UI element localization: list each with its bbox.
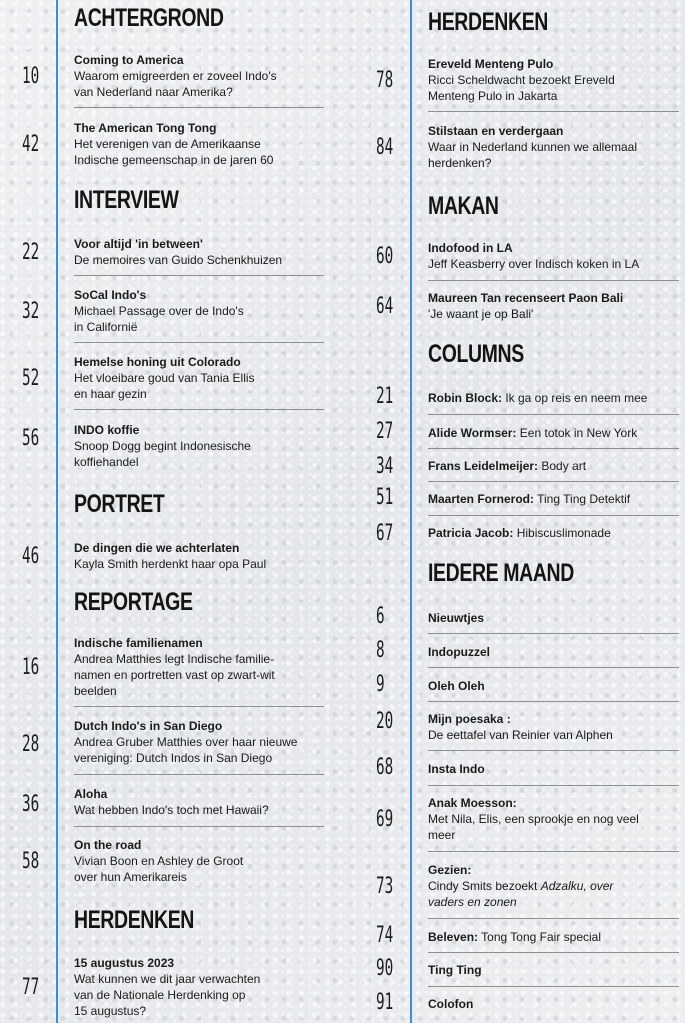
divider bbox=[74, 826, 324, 827]
entry-desc: Het vloeibare goud van Tania Ellis bbox=[74, 371, 255, 385]
heading-portret: PORTRET bbox=[74, 490, 165, 518]
entry-title: On the road bbox=[74, 838, 142, 852]
divider bbox=[74, 774, 324, 775]
entry-desc: De eettafel van Reinier van Alphen bbox=[428, 728, 613, 742]
divider bbox=[74, 107, 324, 108]
column-title: Een totok in New York bbox=[516, 426, 638, 440]
page-number: 42 bbox=[22, 132, 40, 157]
entry-title: Gezien: bbox=[428, 863, 472, 877]
entry-desc: en haar gezin bbox=[74, 387, 147, 401]
page-number: 74 bbox=[376, 923, 394, 948]
divider bbox=[74, 409, 324, 410]
entry-desc: van de Nationale Herdenking op bbox=[74, 988, 246, 1002]
entry-desc: Ricci Scheldwacht bezoekt Ereveld bbox=[428, 73, 615, 87]
entry-desc: van Nederland naar Amerika? bbox=[74, 85, 233, 99]
page-number: 34 bbox=[376, 454, 394, 479]
divider bbox=[74, 275, 324, 276]
heading-iedere-maand: IEDERE MAAND bbox=[428, 559, 574, 587]
heading-herdenken-left: HERDENKEN bbox=[74, 906, 195, 934]
page-number: 28 bbox=[22, 732, 40, 757]
page-number: 67 bbox=[376, 521, 394, 546]
entry-desc: beelden bbox=[74, 684, 117, 698]
entry-desc: Menteng Pulo in Jakarta bbox=[428, 89, 558, 103]
page-number: 27 bbox=[376, 419, 394, 444]
left-column bbox=[0, 0, 340, 1023]
column-author: Beleven: bbox=[428, 930, 479, 944]
page-number: 46 bbox=[22, 544, 40, 569]
page-number: 32 bbox=[22, 299, 40, 324]
divider bbox=[428, 515, 679, 516]
page-number: 90 bbox=[376, 956, 394, 981]
entry-desc: herdenken? bbox=[428, 156, 492, 170]
page-number: 84 bbox=[376, 135, 394, 160]
page-number: 52 bbox=[22, 366, 40, 391]
column-title: Ting Ting Detektif bbox=[534, 492, 631, 506]
entry-desc: Waarom emigreerden er zoveel Indo's bbox=[74, 69, 277, 83]
entry-desc: Andrea Matthies legt Indische familie- bbox=[74, 652, 275, 666]
divider bbox=[428, 111, 679, 112]
entry-desc: Het verenigen van de Amerikaanse bbox=[74, 137, 261, 151]
entry-title: Ting Ting bbox=[428, 963, 482, 977]
page-number: 69 bbox=[376, 807, 394, 832]
divider bbox=[428, 280, 679, 281]
entry-title: De dingen die we achterlaten bbox=[74, 541, 240, 555]
divider bbox=[428, 414, 679, 415]
entry-desc: in Californië bbox=[74, 320, 138, 334]
column-author: Alide Wormser: bbox=[428, 426, 517, 440]
column-author: Patricia Jacob: bbox=[428, 526, 514, 540]
entry-title: Anak Moesson: bbox=[428, 796, 517, 810]
divider bbox=[428, 952, 679, 953]
heading-makan: MAKAN bbox=[428, 192, 499, 220]
right-column bbox=[346, 0, 685, 1023]
page-number: 91 bbox=[376, 990, 394, 1015]
entry-desc: Andrea Gruber Matthies over haar nieuwe bbox=[74, 735, 298, 749]
page-number: 51 bbox=[376, 485, 394, 510]
page-number: 78 bbox=[376, 68, 394, 93]
page-number: 73 bbox=[376, 874, 394, 899]
entry-title: SoCal Indo's bbox=[74, 288, 147, 302]
right-accent-line bbox=[410, 0, 412, 1023]
entry-title: The American Tong Tong bbox=[74, 121, 217, 135]
heading-herdenken-right: HERDENKEN bbox=[428, 8, 549, 36]
entry-desc: Wat hebben Indo's toch met Hawaii? bbox=[74, 803, 269, 817]
entry-desc: Kayla Smith herdenkt haar opa Paul bbox=[74, 557, 267, 571]
entry-title: Stilstaan en verdergaan bbox=[428, 124, 564, 138]
entry-desc-italic: vaders en zonen bbox=[428, 895, 517, 909]
entry-desc: meer bbox=[428, 828, 456, 842]
entry-title: Coming to America bbox=[74, 53, 184, 67]
column-author: Robin Block: bbox=[428, 391, 502, 405]
entry-desc: De memoires van Guido Schenkhuizen bbox=[74, 253, 283, 267]
page-number: 10 bbox=[22, 64, 40, 89]
divider bbox=[74, 706, 324, 707]
entry-title: Colofon bbox=[428, 997, 474, 1011]
entry-title: Indopuzzel bbox=[428, 645, 490, 659]
entry-title: Hemelse honing uit Colorado bbox=[74, 355, 241, 369]
entry-title: Nieuwtjes bbox=[428, 611, 485, 625]
page-number: 21 bbox=[376, 384, 394, 409]
heading-interview: INTERVIEW bbox=[74, 186, 179, 214]
entry-desc: Michael Passage over de Indo's bbox=[74, 304, 244, 318]
entry-title: Ereveld Menteng Pulo bbox=[428, 57, 554, 71]
entry-desc: Snoop Dogg begint Indonesische bbox=[74, 439, 251, 453]
entry-title: Indofood in LA bbox=[428, 241, 513, 255]
heading-achtergrond: ACHTERGROND bbox=[74, 4, 224, 32]
entry-desc: Wat kunnen we dit jaar verwachten bbox=[74, 972, 261, 986]
page-number: 8 bbox=[376, 638, 385, 663]
column-title: Body art bbox=[538, 459, 587, 473]
heading-reportage: REPORTAGE bbox=[74, 588, 193, 616]
divider bbox=[428, 633, 679, 634]
page-number: 56 bbox=[22, 426, 40, 451]
page-number: 22 bbox=[22, 240, 40, 265]
entry-title: Oleh Oleh bbox=[428, 679, 485, 693]
entry-title: Maureen Tan recenseert Paon Bali bbox=[428, 291, 624, 305]
entry-desc: koffiehandel bbox=[74, 455, 139, 469]
entry-desc: over hun Amerikareis bbox=[74, 870, 187, 884]
divider bbox=[428, 481, 679, 482]
entry-desc: Met Nila, Elis, een sprookje en nog veel bbox=[428, 812, 639, 826]
left-accent-line bbox=[56, 0, 58, 1023]
page-number: 64 bbox=[376, 294, 394, 319]
entry-desc: Waar in Nederland kunnen we allemaal bbox=[428, 140, 638, 154]
divider bbox=[428, 851, 679, 852]
divider bbox=[428, 667, 679, 668]
entry-desc-part: Cindy Smits bezoekt bbox=[428, 879, 541, 893]
divider bbox=[428, 750, 679, 751]
entry-title: Insta Indo bbox=[428, 762, 485, 776]
divider bbox=[428, 701, 679, 702]
column-author: Maarten Fornerod: bbox=[428, 492, 535, 506]
entry-title: Voor altijd 'in between' bbox=[74, 237, 203, 251]
column-title: Hibiscuslimonade bbox=[513, 526, 611, 540]
entry-desc: vereniging: Dutch Indos in San Diego bbox=[74, 751, 273, 765]
entry-desc-italic: Adzalku, over bbox=[540, 879, 614, 893]
column-title: Tong Tong Fair special bbox=[478, 930, 601, 944]
entry-title: 15 augustus 2023 bbox=[74, 956, 175, 970]
entry-desc: namen en portretten vast op zwart-wit bbox=[74, 668, 275, 682]
entry-desc: Indische gemeenschap in de jaren 60 bbox=[74, 153, 274, 167]
page-number: 16 bbox=[22, 655, 40, 680]
entry-desc: 15 augustus? bbox=[74, 1004, 147, 1018]
entry-title: Aloha bbox=[74, 787, 108, 801]
entry-title: INDO koffie bbox=[74, 423, 140, 437]
page-number: 68 bbox=[376, 755, 394, 780]
divider bbox=[428, 918, 679, 919]
column-author: Frans Leidelmeijer: bbox=[428, 459, 539, 473]
entry-desc: Vivian Boon en Ashley de Groot bbox=[74, 854, 244, 868]
entry-title: Dutch Indo's in San Diego bbox=[74, 719, 223, 733]
entry-desc: Jeff Keasberry over Indisch koken in LA bbox=[428, 257, 640, 271]
divider bbox=[428, 986, 679, 987]
entry-desc: 'Je waant je op Bali' bbox=[428, 307, 534, 321]
page-number: 77 bbox=[22, 975, 40, 1000]
divider bbox=[74, 342, 324, 343]
page-number: 58 bbox=[22, 849, 40, 874]
divider bbox=[428, 448, 679, 449]
divider bbox=[428, 785, 679, 786]
entry-title: Mijn poesaka : bbox=[428, 712, 511, 726]
page-number: 36 bbox=[22, 792, 40, 817]
heading-columns: COLUMNS bbox=[428, 340, 524, 368]
page-number: 6 bbox=[376, 604, 385, 629]
page-number: 9 bbox=[376, 672, 385, 697]
page-number: 20 bbox=[376, 709, 394, 734]
page-number: 60 bbox=[376, 244, 394, 269]
entry-title: Indische familienamen bbox=[74, 636, 203, 650]
column-title: Ik ga op reis en neem mee bbox=[502, 391, 648, 405]
entry-desc bbox=[428, 878, 681, 894]
